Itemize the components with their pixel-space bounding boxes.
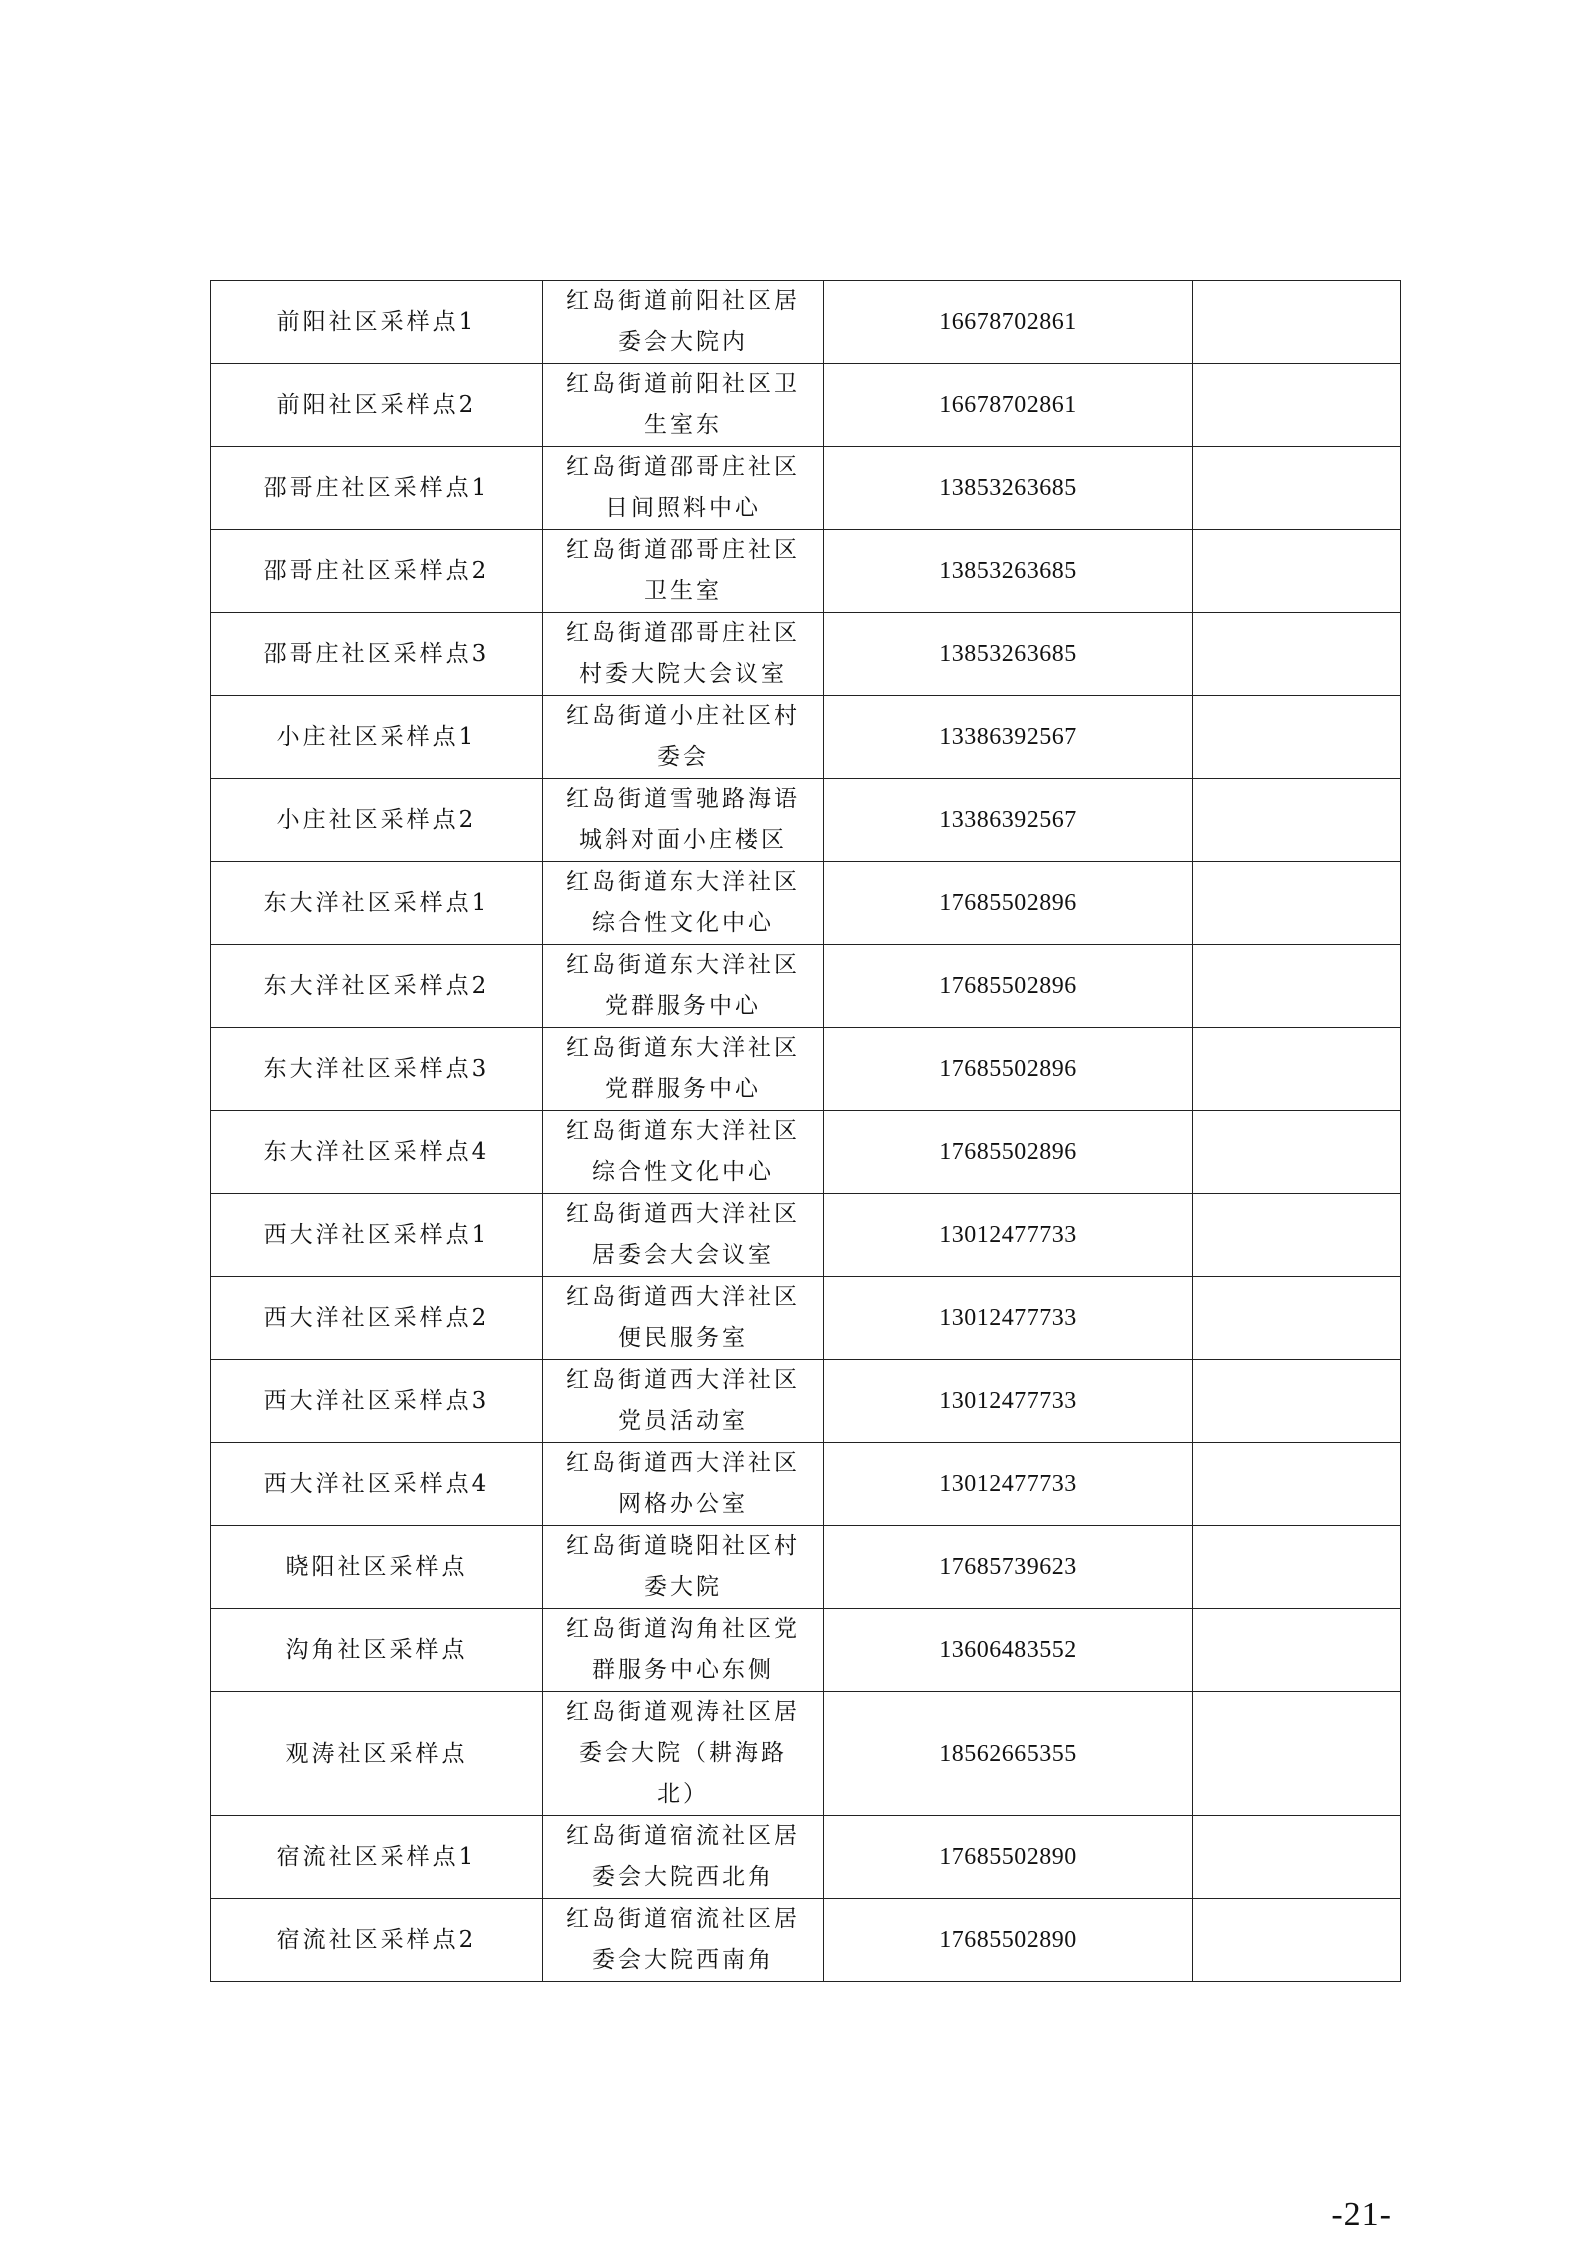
note-cell [1193,1360,1401,1443]
site-name-cell: 西大洋社区采样点3 [211,1360,543,1443]
note-cell [1193,696,1401,779]
note-cell [1193,1899,1401,1982]
note-cell [1193,1692,1401,1816]
page-number: -21- [1331,2196,1392,2233]
contact-phone-cell: 17685502890 [824,1899,1193,1982]
table-row [211,1277,1401,1360]
site-name-cell: 观涛社区采样点 [211,1692,543,1816]
contact-phone-cell: 17685502890 [824,1816,1193,1899]
contact-phone-cell: 16678702861 [824,364,1193,447]
site-name-cell: 西大洋社区采样点4 [211,1443,543,1526]
note-cell [1193,1816,1401,1899]
table-row [211,696,1401,779]
site-address-cell: 红岛街道宿流社区居委会大院西北角 [543,1816,824,1899]
table-row [211,1899,1401,1982]
site-name-cell: 西大洋社区采样点2 [211,1277,543,1360]
contact-phone-cell: 13606483552 [824,1609,1193,1692]
table-row [211,862,1401,945]
site-name-cell: 宿流社区采样点2 [211,1899,543,1982]
site-name-cell: 小庄社区采样点2 [211,779,543,862]
note-cell [1193,945,1401,1028]
site-name-cell: 东大洋社区采样点4 [211,1111,543,1194]
table-row [211,281,1401,364]
note-cell [1193,1277,1401,1360]
table-row [211,530,1401,613]
site-address-cell: 红岛街道邵哥庄社区村委大院大会议室 [543,613,824,696]
note-cell [1193,281,1401,364]
table-row [211,364,1401,447]
site-address-cell: 红岛街道宿流社区居委会大院西南角 [543,1899,824,1982]
contact-phone-cell: 17685502896 [824,862,1193,945]
contact-phone-cell: 13853263685 [824,447,1193,530]
site-address-cell: 红岛街道沟角社区党群服务中心东侧 [543,1609,824,1692]
site-name-cell: 东大洋社区采样点3 [211,1028,543,1111]
site-address-cell: 红岛街道雪驰路海语城斜对面小庄楼区 [543,779,824,862]
site-address-cell: 红岛街道东大洋社区党群服务中心 [543,1028,824,1111]
site-address-cell: 红岛街道西大洋社区网格办公室 [543,1443,824,1526]
contact-phone-cell: 17685502896 [824,945,1193,1028]
note-cell [1193,779,1401,862]
site-address-cell: 红岛街道东大洋社区综合性文化中心 [543,1111,824,1194]
table-row [211,613,1401,696]
table-row [211,945,1401,1028]
contact-phone-cell: 13012477733 [824,1360,1193,1443]
table-row [211,1111,1401,1194]
contact-phone-cell: 13386392567 [824,779,1193,862]
site-address-cell: 红岛街道前阳社区居委会大院内 [543,281,824,364]
contact-phone-cell: 13012477733 [824,1443,1193,1526]
note-cell [1193,1111,1401,1194]
site-name-cell: 沟角社区采样点 [211,1609,543,1692]
sampling-site-table [210,280,1401,1982]
table-row [211,1692,1401,1816]
contact-phone-cell: 17685502896 [824,1111,1193,1194]
site-name-cell: 前阳社区采样点1 [211,281,543,364]
site-name-cell: 东大洋社区采样点1 [211,862,543,945]
table-body [211,281,1401,1982]
note-cell [1193,447,1401,530]
site-address-cell: 红岛街道前阳社区卫生室东 [543,364,824,447]
contact-phone-cell: 13386392567 [824,696,1193,779]
site-address-cell: 红岛街道观涛社区居委会大院（耕海路北） [543,1692,824,1816]
site-name-cell: 宿流社区采样点1 [211,1816,543,1899]
site-address-cell: 红岛街道西大洋社区党员活动室 [543,1360,824,1443]
table-row [211,447,1401,530]
note-cell [1193,1028,1401,1111]
site-address-cell: 红岛街道西大洋社区居委会大会议室 [543,1194,824,1277]
site-name-cell: 邵哥庄社区采样点3 [211,613,543,696]
table-row [211,1028,1401,1111]
contact-phone-cell: 17685739623 [824,1526,1193,1609]
table-row [211,1360,1401,1443]
site-address-cell: 红岛街道小庄社区村委会 [543,696,824,779]
contact-phone-cell: 13012477733 [824,1194,1193,1277]
table-row [211,1526,1401,1609]
contact-phone-cell: 17685502896 [824,1028,1193,1111]
site-address-cell: 红岛街道东大洋社区综合性文化中心 [543,862,824,945]
contact-phone-cell: 16678702861 [824,281,1193,364]
table-row [211,1816,1401,1899]
contact-phone-cell: 13853263685 [824,613,1193,696]
contact-phone-cell: 18562665355 [824,1692,1193,1816]
note-cell [1193,1443,1401,1526]
site-address-cell: 红岛街道东大洋社区党群服务中心 [543,945,824,1028]
note-cell [1193,1194,1401,1277]
note-cell [1193,1526,1401,1609]
site-name-cell: 晓阳社区采样点 [211,1526,543,1609]
contact-phone-cell: 13012477733 [824,1277,1193,1360]
site-address-cell: 红岛街道邵哥庄社区卫生室 [543,530,824,613]
note-cell [1193,1609,1401,1692]
note-cell [1193,862,1401,945]
note-cell [1193,364,1401,447]
site-name-cell: 邵哥庄社区采样点1 [211,447,543,530]
site-address-cell: 红岛街道西大洋社区便民服务室 [543,1277,824,1360]
note-cell [1193,530,1401,613]
site-name-cell: 西大洋社区采样点1 [211,1194,543,1277]
site-address-cell: 红岛街道邵哥庄社区日间照料中心 [543,447,824,530]
site-name-cell: 前阳社区采样点2 [211,364,543,447]
site-address-cell: 红岛街道晓阳社区村委大院 [543,1526,824,1609]
table-row [211,1609,1401,1692]
table-row [211,779,1401,862]
site-name-cell: 东大洋社区采样点2 [211,945,543,1028]
site-name-cell: 邵哥庄社区采样点2 [211,530,543,613]
site-name-cell: 小庄社区采样点1 [211,696,543,779]
contact-phone-cell: 13853263685 [824,530,1193,613]
note-cell [1193,613,1401,696]
table-row [211,1443,1401,1526]
table-row [211,1194,1401,1277]
